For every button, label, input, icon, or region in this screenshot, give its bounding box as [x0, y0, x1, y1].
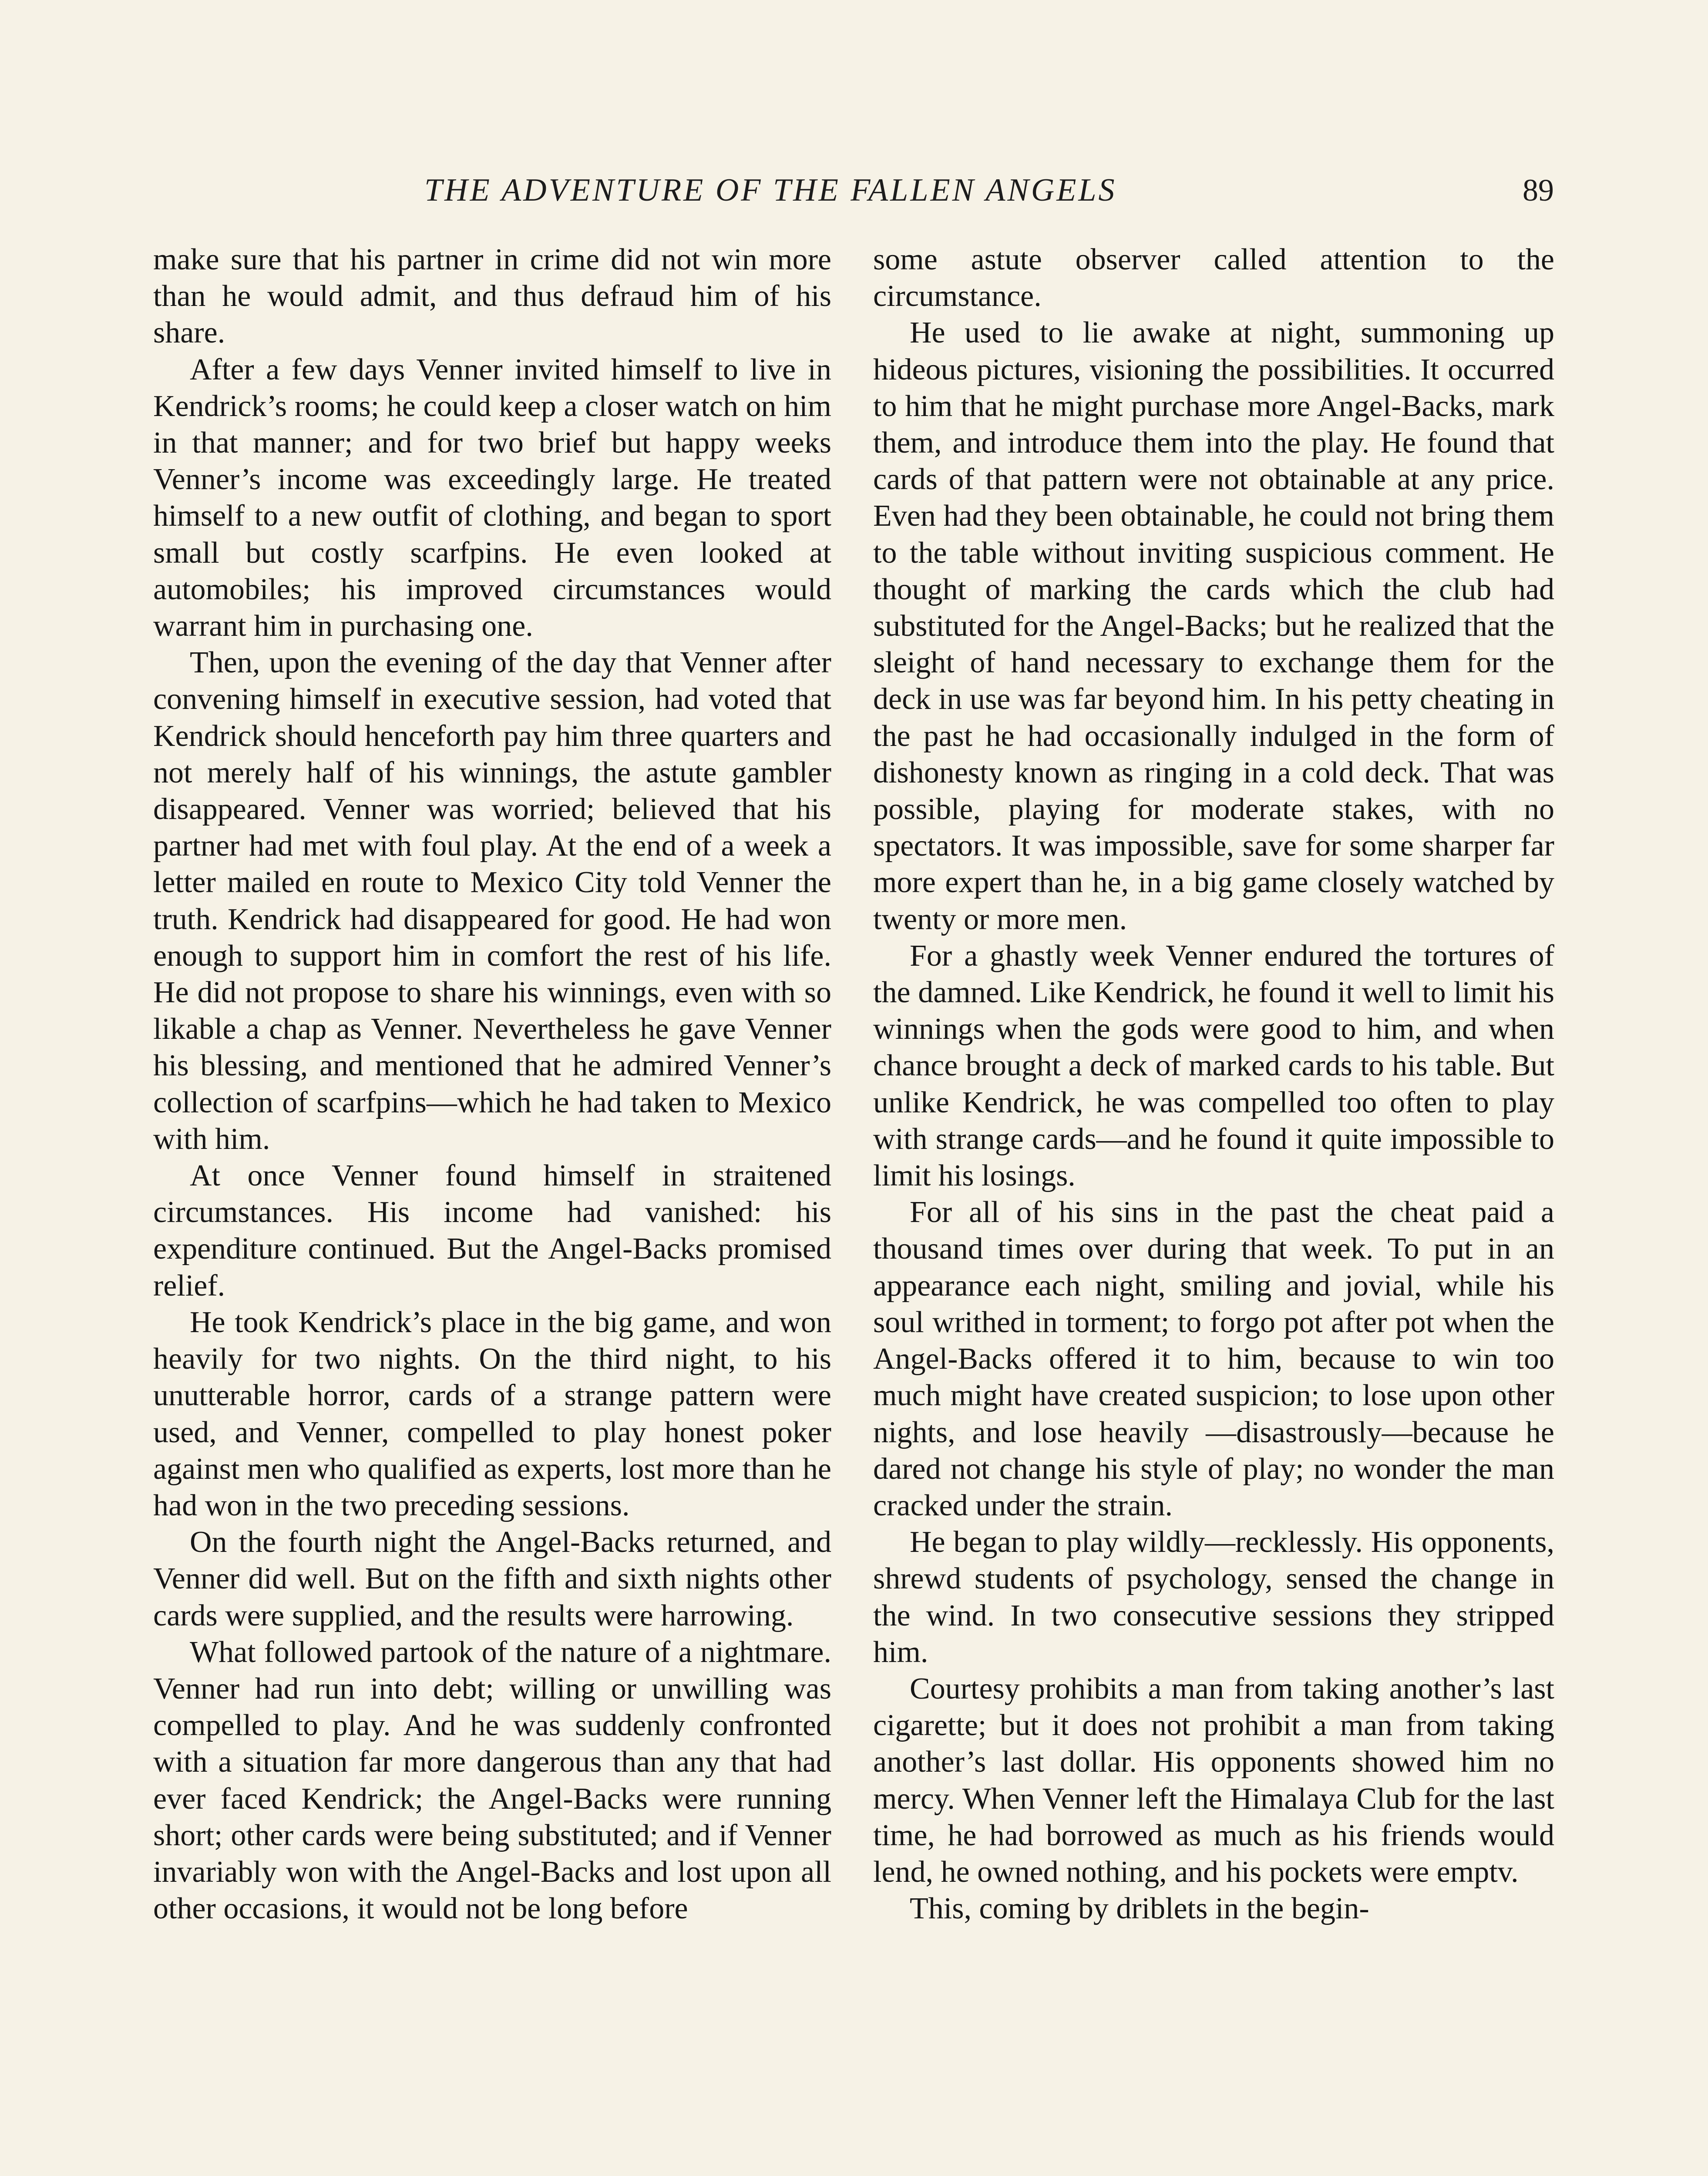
paragraph: some astute observer called attention to the circumstance. — [873, 243, 1554, 313]
page-number: 89 — [1523, 173, 1554, 208]
paragraph: At once Venner found himself in straitened circumstances. His income had vanished: his expenditure continued. But the Angel-Backs promised relief. — [153, 1159, 831, 1303]
paragraph: On the fourth night the Angel-Backs returned, and Venner did well. But on the fifth and sixth nights other cards were supplied, and the results were harrowing. — [153, 1525, 831, 1632]
paragraph: For a ghastly week Venner endured the tortures of the damned. Like Kendrick, he found it well to limit his winnings when the gods were good to him, and when chance brought a deck of marked cards to his table. But unlike Kendrick, he was compelled too often to play with strange cards—and he found it quite impossible to limit his losings. — [873, 939, 1554, 1193]
paragraph: Courtesy prohibits a man from taking another’s last cigarette; but it does not prohibit a man from taking another’s last dollar. His opponents showed him no mercy. When Venner left the Himalaya Club for the last time, he had borrowed as much as his friends would lend, he owned nothing, and his pockets were emptv. — [873, 1672, 1554, 1889]
paragraph: What followed partook of the nature of a nightmare. Venner had run into debt; willing or unwilling was compelled to play. And he was suddenly confronted with a situation far more dangerous than any that had ever faced Kendrick; the Angel-Backs were running short; other cards were being substituted; and if Venner invariably won with the Angel-Backs and lost upon all other occasions, it would not be long before — [153, 1635, 831, 1926]
running-title: THE ADVENTURE OF THE FALLEN ANGELS — [424, 172, 1117, 208]
paragraph: He used to lie awake at night, summoning up hideous pictures, visioning the possibilities. It occurred to him that he might purchase more Angel-Backs, mark them, and introduce them into the play. He found that cards of that pattern were not obtainable at any price. Even had they been obtainable, he could not bring them to the table without inviting suspicious comment. He thought of marking the cards which the club had substituted for the Angel-Backs; but he realized that the sleight of hand necessary to exchange them for the deck in use was far beyond him. In his petty cheating in the past he had occasionally indulged in the form of dishonesty known as ringing in a cold deck. That was possible, playing for moderate stakes, with no spectators. It was impossible, save for some sharper far more expert than he, in a big game closely watched by twenty or more men. — [873, 316, 1554, 936]
paragraph: make sure that his partner in crime did not win more than he would admit, and thus defraud him of his share. — [153, 243, 831, 350]
page-header — [155, 166, 1554, 214]
paragraph: He took Kendrick’s place in the big game, and won heavily for two nights. On the third night, to his unutterable horror, cards of a strange pattern were used, and Venner, compelled to play honest poker against men who qualified as experts, lost more than he had won in the two preceding sessions. — [153, 1305, 831, 1522]
paragraph: For all of his sins in the past the cheat paid a thousand times over during that week. To put in an appearance each night, smiling and jovial, while his soul writhed in torment; to forgo pot after pot when the Angel-Backs offered it to him, because to win too much might have created suspicion; to lose upon other nights, and lose heavily —disastrously—because he dared not change his style of play; no wonder the man cracked under the strain. — [873, 1195, 1554, 1522]
paragraph: Then, upon the evening of the day that Venner after convening himself in executive session, had voted that Kendrick should henceforth pay him three quarters and not merely half of his winnings, the astute gambler disappeared. Venner was worried; believed that his partner had met with foul play. At the end of a week a letter mailed en route to Mexico City told Venner the truth. Kendrick had disappeared for good. He had won enough to support him in comfort the rest of his life. He did not propose to share his winnings, even with so likable a chap as Venner. Nevertheless he gave Venner his blessing, and mentioned that he admired Venner’s collection of scarfpins—which he had taken to Mexico with him. — [153, 646, 831, 1156]
left-column — [153, 242, 831, 1927]
paragraph: After a few days Venner invited himself to live in Kendrick’s rooms; he could keep a closer watch on him in that manner; and for two brief but happy weeks Venner’s income was exceedingly large. He treated himself to a new outfit of clothing, and began to sport small but costly scarfpins. He even looked at automobiles; his improved circumstances would warrant him in purchasing one. — [153, 353, 831, 643]
right-column — [873, 242, 1554, 1927]
paragraph: This, coming by driblets in the begin- — [910, 1892, 1369, 1926]
paragraph: He began to play wildly—recklessly. His opponents, shrewd students of psychology, sensed the change in the wind. In two consecutive sessions they stripped him. — [873, 1525, 1554, 1669]
